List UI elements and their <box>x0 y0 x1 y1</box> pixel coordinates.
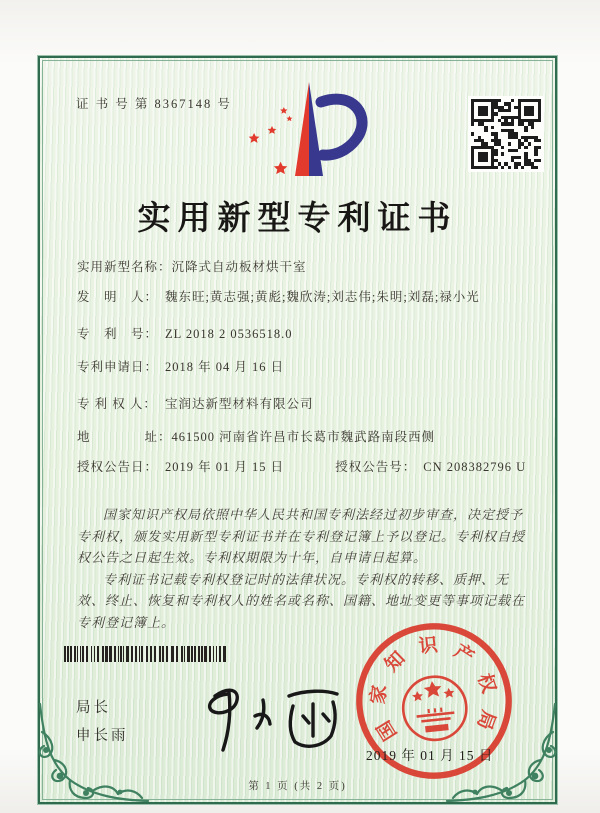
seal-character: 产 <box>450 640 478 669</box>
field-value: CN 208382796 U <box>423 460 527 474</box>
seal-character: 权 <box>473 671 500 696</box>
director-name: 申长雨 <box>76 728 129 744</box>
logo-p-curve <box>321 99 362 155</box>
seal-character: 国 <box>373 716 402 744</box>
flourish-corner-left-icon <box>34 698 152 806</box>
legal-paragraph-1: 国家知识产权局依照中华人民共和国专利法经过初步审查，决定授予专利权，颁发实用新型专利证书并在专利登记簿上予以登记。专利权自授权公告之日起生效。专利权期限为十年，自申请日起算。 <box>77 507 526 565</box>
field-label: 专 利 权 人： <box>77 397 157 411</box>
field-value: 461500 河南省许昌市长葛市魏武路南段西侧 <box>171 430 436 444</box>
grant-date-pair <box>77 460 284 474</box>
field-label: 地 址： <box>77 430 172 444</box>
certificate-title: 实用新型专利证书 <box>137 201 458 237</box>
seal-character: 局 <box>472 707 499 733</box>
cnipa-logo-icon <box>233 76 385 186</box>
field-label: 授权公告号： <box>335 460 417 474</box>
logo-spike-blue <box>309 82 323 176</box>
field-patentee <box>77 396 537 413</box>
field-label: 专利申请日： <box>77 360 159 374</box>
seal-character: 识 <box>417 634 439 658</box>
field-label: 专 利 号： <box>77 327 159 341</box>
legal-paragraph-2: 专利证书记载专利权登记时的法律状况。专利权的转移、质押、无效、终止、恢复和专利权人的姓名或名称、国籍、地址变更等事项记载在专利登记簿上。 <box>77 571 526 630</box>
field-value: 2019 年 01 月 15 日 <box>165 460 285 474</box>
director-signature-icon <box>185 670 355 760</box>
field-value: 宝润达新型材料有限公司 <box>165 397 314 411</box>
seal-character: 家 <box>367 684 391 706</box>
field-patent-number <box>77 326 537 343</box>
seal-date: 2019 年 01 月 15 日 <box>366 748 494 763</box>
field-value: 魏东旺;黄志强;黄彪;魏欣涛;刘志伟;朱明;刘磊;禄小光 <box>165 290 480 304</box>
field-value: 2018 年 04 月 16 日 <box>165 360 285 374</box>
barcode-icon <box>64 646 232 662</box>
field-filing-date <box>77 359 537 376</box>
field-grant-announcement <box>77 459 537 476</box>
page-footer: 第 1 页 (共 2 页) <box>248 781 347 792</box>
field-value: 沉降式自动板材烘干室 <box>171 260 307 274</box>
grant-number-pair <box>335 460 526 474</box>
logo-spike-red <box>295 82 309 176</box>
qr-code-icon <box>468 96 544 172</box>
patent-certificate-sheet <box>38 56 557 804</box>
field-utility-model-name <box>77 259 537 276</box>
field-label: 发 明 人： <box>77 290 159 304</box>
certificate-number: 证 书 号 第 8367148 号 <box>76 97 232 111</box>
qr-module <box>538 166 541 169</box>
field-value: ZL 2018 2 0536518.0 <box>165 327 293 341</box>
field-address <box>77 429 537 446</box>
director-title: 局长 <box>76 700 111 716</box>
seal-character: 知 <box>381 647 410 677</box>
field-label: 授权公告日： <box>77 460 159 474</box>
field-inventors <box>77 289 537 306</box>
barcode-bar <box>226 646 229 662</box>
field-label: 实用新型名称： <box>77 260 172 274</box>
patent-fields <box>77 259 537 492</box>
logo-stars-icon <box>249 107 293 174</box>
legal-text <box>77 504 529 633</box>
